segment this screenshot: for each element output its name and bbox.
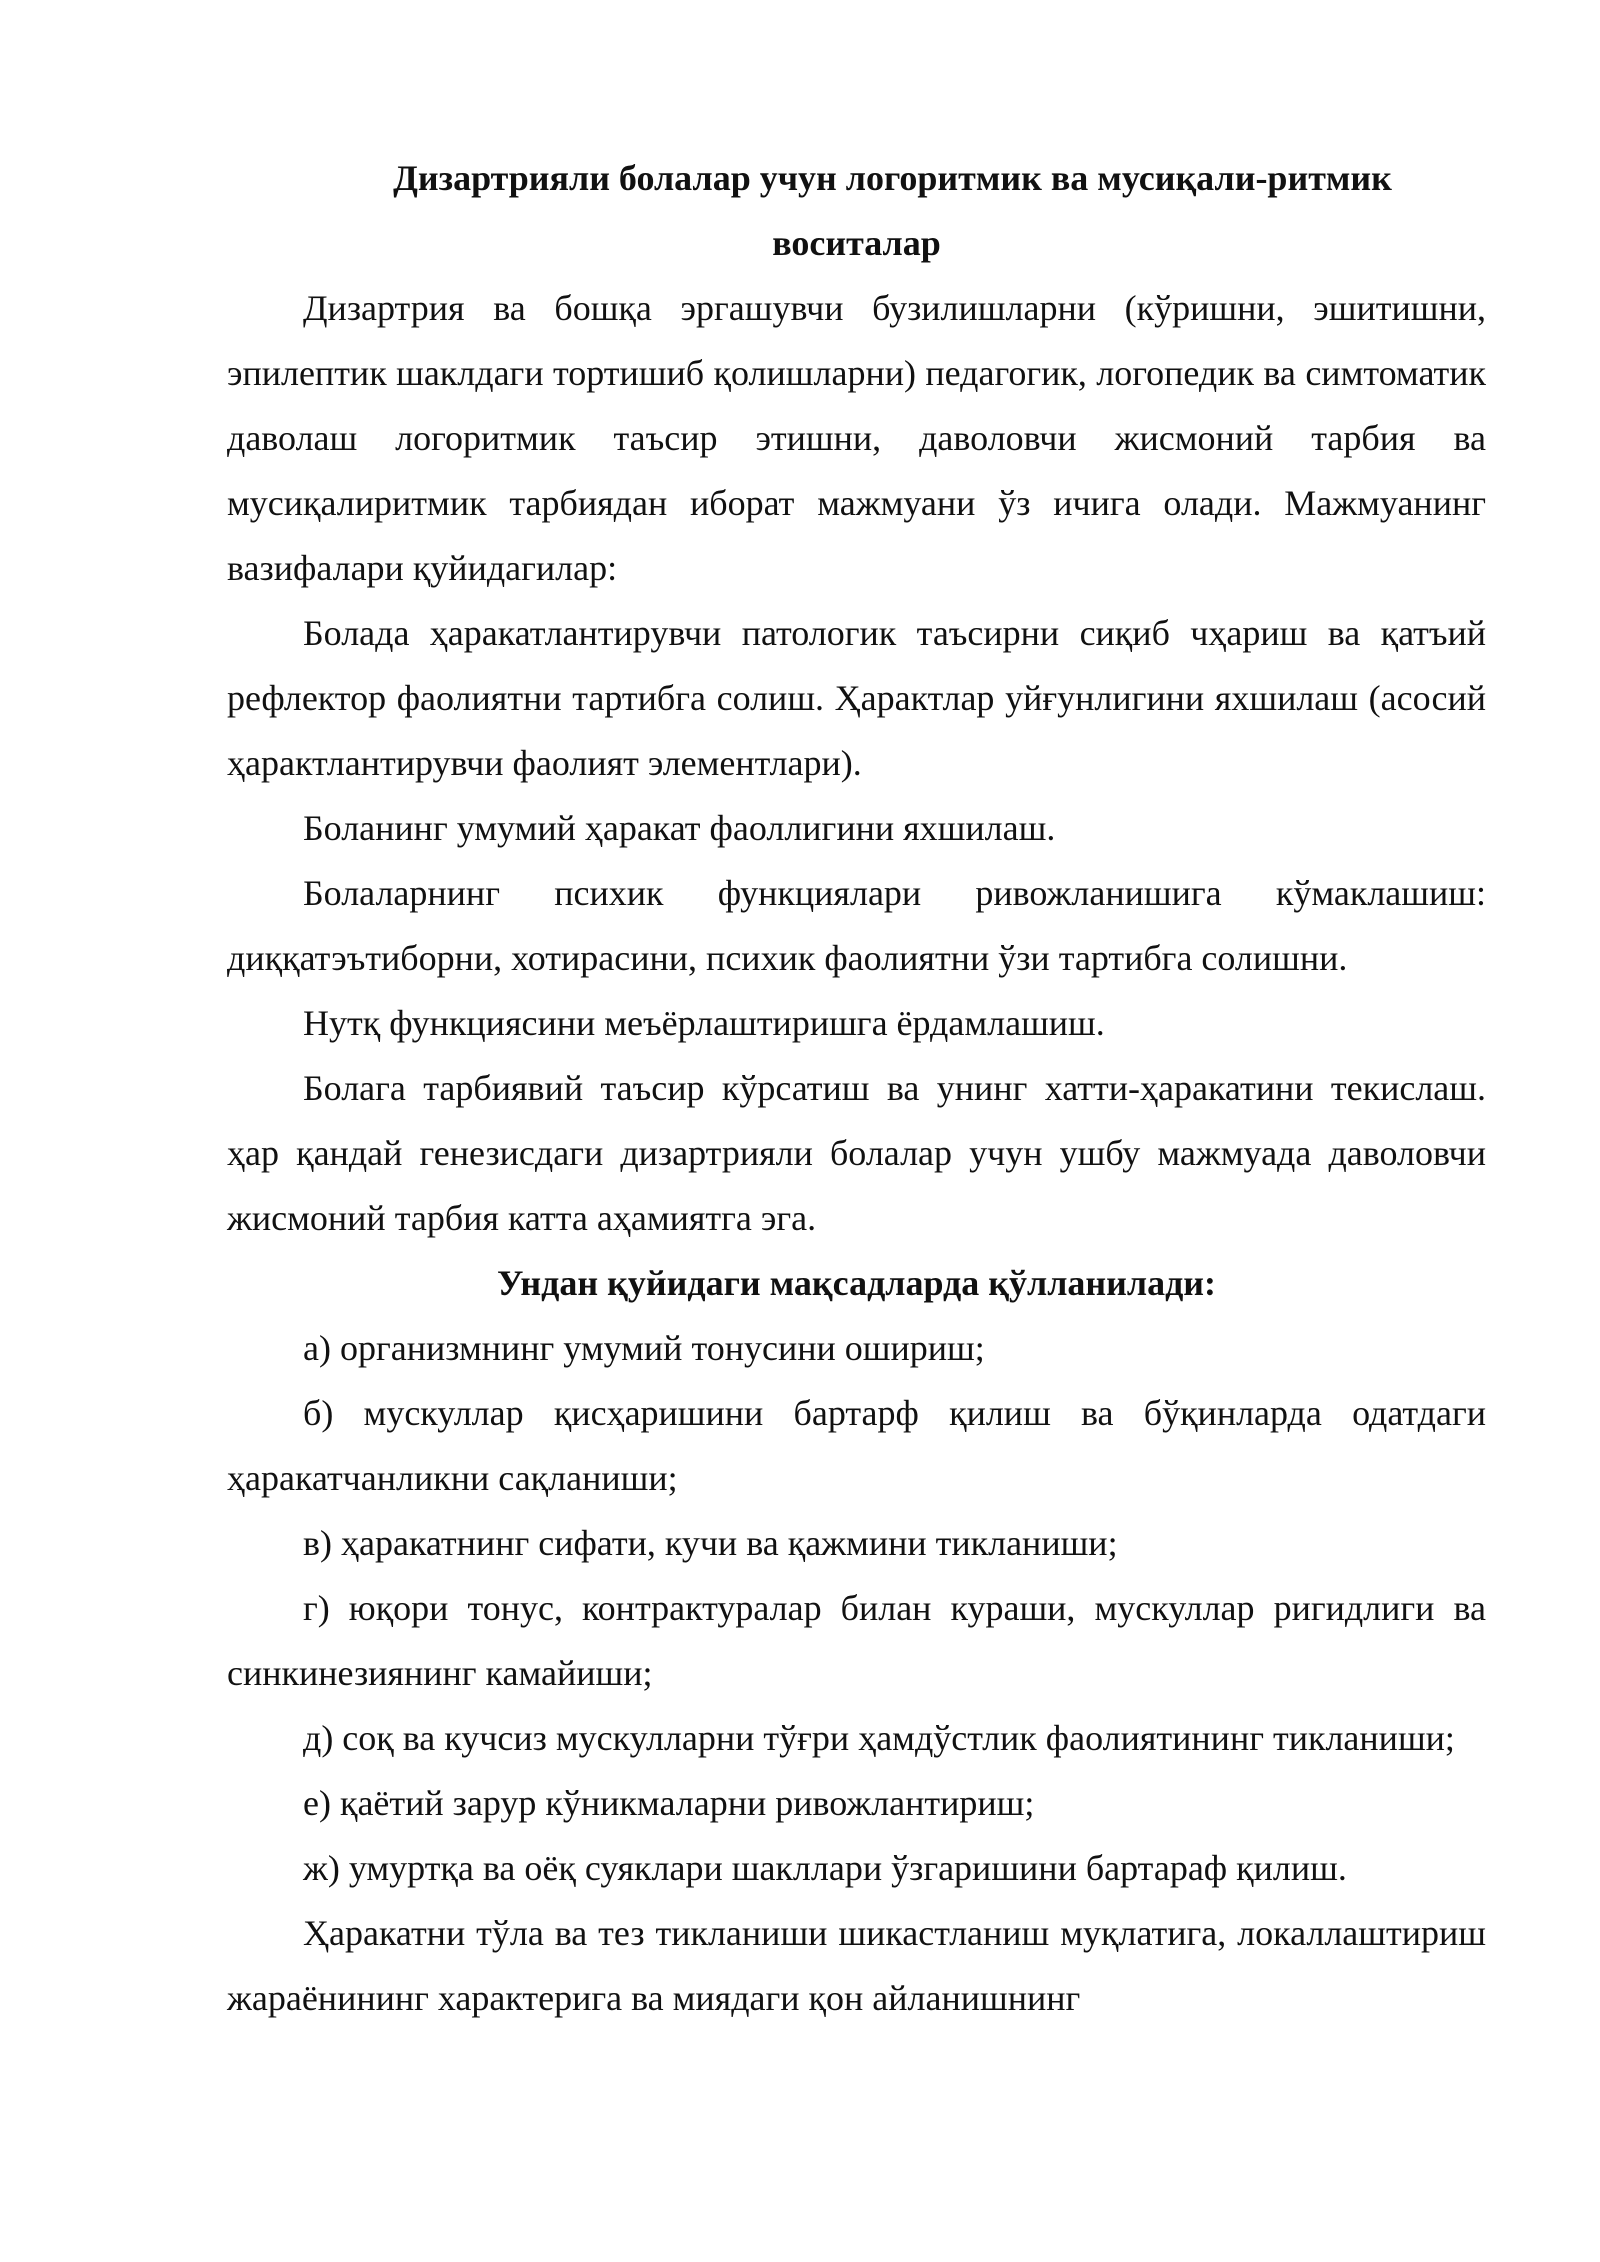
- paragraph-task-speech: Нутқ функциясини меъёрлаштиришга ёрдамлашиш.: [303, 1003, 1105, 1043]
- paragraph-task-upbringing: Болага тарбиявий таъсир кўрсатиш ва унинг хатти-ҳаракатини текислаш. ҳар қандай генезисдаги дизартрияли болалар учун ушбу мажмуада даволовчи жисмоний тарбия катта аҳамиятга эга.: [227, 1068, 1486, 1238]
- list-item: г) юқори тонус, контрактуралар билан кураши, мускуллар ригидлиги ва синкинезиянинг камайиши;: [227, 1588, 1486, 1693]
- paragraph-task-activity: Боланинг умумий ҳаракат фаоллигини яхшилаш.: [303, 808, 1056, 848]
- list-item: е) қаётий зарур кўникмаларни ривожлантириш;: [303, 1783, 1035, 1823]
- paragraph-task-reflex: Болада ҳаракатлантирувчи патологик таъсирни сиқиб чҳариш ва қатъий рефлектор фаолиятни тартибга солиш. Ҳарактлар уйғунлигини яхшилаш (асосий ҳарактлантирувчи фаолият элементлари).: [227, 613, 1486, 783]
- document-title: [227, 146, 1486, 276]
- section-subheading: Ундан қуйидаги мақсадларда қўлланилади:: [496, 1263, 1217, 1303]
- document-body: [227, 146, 1486, 2031]
- list-item: д) соқ ва кучсиз мускулларни тўғри ҳамдўстлик фаолиятининг тикланиши;: [303, 1718, 1455, 1758]
- paragraph-task-psychic: Болаларнинг психик функциялари ривожланишига кўмаклашиш: диққатэътиборни, хотирасини, психик фаолиятни ўзи тартибга солишни.: [227, 873, 1486, 978]
- list-item: а) организмнинг умумий тонусини ошириш;: [303, 1328, 985, 1368]
- list-item: в) ҳаракатнинг сифати, кучи ва қажмини тикланиши;: [303, 1523, 1118, 1563]
- list-item: ж) умуртқа ва оёқ суяклари шакллари ўзгаришини бартараф қилиш.: [303, 1848, 1347, 1888]
- paragraph-intro: Дизартрия ва бошқа эргашувчи бузилишларни (кўришни, эшитишни, эпилептик шаклдаги тортишиб қолишларни) педагогик, логопедик ва симтоматик даволаш логоритмик таъсир этишни, даволовчи жисмоний тарбия ва мусиқалиритмик тарбиядан иборат мажмуани ўз ичига олади. Мажмуанинг вазифалари қуйидагилар:: [227, 288, 1486, 588]
- title-line-2: воситалар: [772, 223, 941, 263]
- paragraph-closing: Ҳаракатни тўла ва тез тикланиши шикастланиш муқлатига, локаллаштириш жараёнининг характерига ва миядаги қон айланишнинг: [227, 1913, 1486, 2018]
- list-item: б) мускуллар қисҳаришини бартарф қилиш ва бўқинларда одатдаги ҳаракатчанликни сақланиши;: [227, 1393, 1486, 1498]
- title-line-1: Дизартрияли болалар учун логоритмик ва мусиқали-ритмик: [393, 158, 1392, 198]
